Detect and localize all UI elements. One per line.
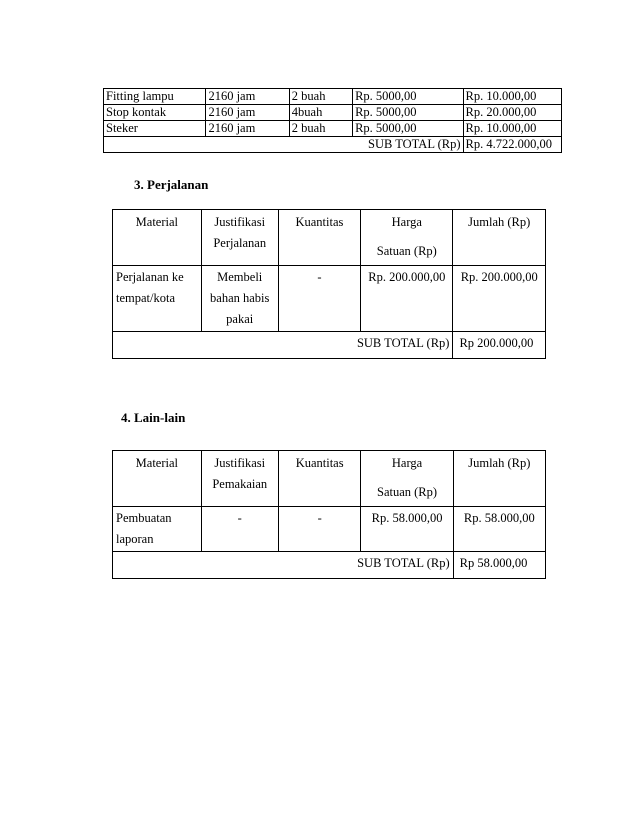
header-harga-line2: Satuan (Rp) [376, 244, 437, 258]
header-kuantitas: Kuantitas [278, 451, 361, 507]
cell-kuantitas: 4buah [289, 105, 352, 121]
header-material: Material [113, 210, 202, 266]
subtotal-label: SUB TOTAL (Rp) [104, 137, 464, 153]
equipment-table [103, 88, 562, 153]
header-justifikasi-line2: Perjalanan [213, 236, 267, 250]
subtotal-label: SUB TOTAL (Rp) [113, 552, 454, 579]
subtotal-value: Rp 200.000,00 [453, 332, 546, 359]
cell-material-line2: laporan [116, 532, 154, 546]
cell-material [113, 507, 202, 552]
section-heading-perjalanan: 3. Perjalanan [134, 177, 209, 192]
cell-material-line1: Perjalanan ke [116, 270, 184, 284]
cell-kuantitas: 2 buah [289, 121, 352, 137]
subtotal-label: SUB TOTAL (Rp) [113, 332, 453, 359]
cell-harga: Rp. 58.000,00 [361, 507, 453, 552]
cell-material-line2: tempat/kota [116, 291, 176, 305]
cell-harga: Rp. 200.000,00 [361, 266, 453, 332]
subtotal-row [113, 552, 546, 579]
subtotal-row [113, 332, 546, 359]
header-harga-line1: Harga [391, 215, 422, 229]
cell-material: Steker [104, 121, 206, 137]
header-harga-line1: Harga [391, 456, 423, 470]
header-kuantitas: Kuantitas [278, 210, 360, 266]
table-header-row [113, 210, 546, 266]
cell-kuantitas: - [278, 507, 361, 552]
cell-jumlah: Rp. 58.000,00 [453, 507, 545, 552]
cell-kuantitas: - [278, 266, 360, 332]
cell-durasi: 2160 jam [206, 121, 289, 137]
cell-jumlah: Rp. 10.000,00 [463, 121, 561, 137]
cell-material [113, 266, 202, 332]
header-material: Material [113, 451, 202, 507]
table-row [113, 507, 546, 552]
lain-lain-table [112, 450, 546, 579]
table-row [104, 105, 562, 121]
subtotal-value: Rp. 4.722.000,00 [463, 137, 561, 153]
cell-harga: Rp. 5000,00 [353, 121, 463, 137]
table-row [113, 266, 546, 332]
cell-justifikasi-line1: Membeli [217, 270, 263, 284]
cell-material: Stop kontak [104, 105, 206, 121]
header-justifikasi [201, 451, 278, 507]
cell-durasi: 2160 jam [206, 105, 289, 121]
cell-jumlah: Rp. 20.000,00 [463, 105, 561, 121]
header-harga [361, 451, 453, 507]
cell-kuantitas: 2 buah [289, 89, 352, 105]
section-heading-lain-lain: 4. Lain-lain [121, 410, 186, 425]
header-justifikasi-line2: Pemakaian [212, 477, 268, 491]
subtotal-value: Rp 58.000,00 [453, 552, 545, 579]
cell-harga: Rp. 5000,00 [353, 89, 463, 105]
subtotal-row [104, 137, 562, 153]
table-header-row [113, 451, 546, 507]
header-justifikasi-line1: Justifikasi [214, 456, 266, 470]
cell-justifikasi-line3: pakai [226, 312, 254, 326]
cell-justifikasi: - [201, 507, 278, 552]
cell-harga: Rp. 5000,00 [353, 105, 463, 121]
header-harga [361, 210, 453, 266]
cell-material-line1: Pembuatan [116, 511, 172, 525]
table-row [104, 89, 562, 105]
cell-jumlah: Rp. 200.000,00 [453, 266, 546, 332]
header-harga-line2: Satuan (Rp) [377, 485, 438, 499]
header-jumlah: Jumlah (Rp) [453, 210, 546, 266]
cell-durasi: 2160 jam [206, 89, 289, 105]
table-row [104, 121, 562, 137]
header-justifikasi [201, 210, 278, 266]
header-jumlah: Jumlah (Rp) [453, 451, 545, 507]
perjalanan-table [112, 209, 546, 359]
cell-justifikasi [201, 266, 278, 332]
cell-jumlah: Rp. 10.000,00 [463, 89, 561, 105]
cell-material: Fitting lampu [104, 89, 206, 105]
cell-justifikasi-line2: bahan habis [210, 291, 270, 305]
header-justifikasi-line1: Justifikasi [214, 215, 266, 229]
